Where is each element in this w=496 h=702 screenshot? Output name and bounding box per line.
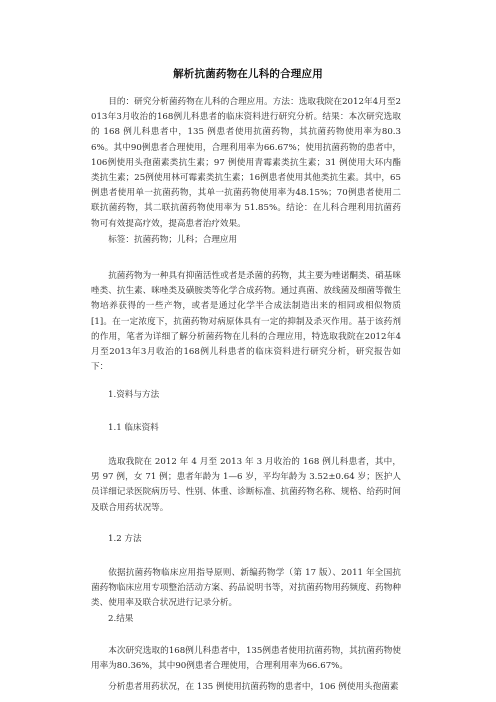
section-1-2-heading: 1.2 方法 (108, 534, 142, 544)
section-1-1-paragraph: 选取我院在 2012 年 4 月至 2013 年 3 月收治的 168 例儿科患者，其中，男 97 例，女 71 例；患者年龄为 1—6 岁，平均年龄为 3.52±0.64 岁；医护人员详细记录医院病历号、性别、体重、诊断标准、抗菌药物名称、规格、给药时间及联合用药状况等。 (91, 457, 401, 513)
intro-paragraph: 抗菌药物为一种具有抑菌活性或者是杀菌的药物，其主要为唑诺酮类、硝基咪唑类、抗生素、咪唑类及磺胺类等化学合成药物。通过真菌、放线菌及细菌等微生物培养获得的一些产物，或者是通过化学半合成法制造出来的相同或相似物质[1]。在一定浓度下，抗菌药物对病原体具有一定的抑制及杀灭作用。基于该药剂的作用，笔者为详细了解分析菌药物在儿科的合理应用，特选取我院在2012年4月至2013年3月收治的168例儿科患者的临床资料进行研究分析，研究报告如下： (91, 271, 401, 373)
abstract-paragraph: 目的：研究分析菌药物在儿科的合理应用。方法：选取我院在2012年4月至2013年3月收治的168例儿科患者的临床资料进行研究分析。结果：本次研究选取的 168 例儿科患者中，135 例患者使用抗菌药物，其抗菌药物使用率为80.36%。其中90例患者合理使用，合理利用率为66.67%；使用抗菌药物的患者中，106例使用头孢菌素类抗生素；97 例使用青霉素类抗生素；31 例使用大环内酯类抗生素；25例使用林可霉素类抗生素；16例患者使用其他类抗生素。其中，65例患者使用单一抗菌药物，其单一抗菌药物使用率为48.15%；70例患者使用二联抗菌药物，其二联抗菌药物使用率为 51.85%。结论：在儿科合理利用抗菌药物可有效提高疗效，提高患者治疗效果。 (91, 97, 401, 229)
section-1-1-heading: 1.1 临床资料 (108, 423, 159, 433)
keywords-line: 标签：抗菌药物；儿科；合理应用 (108, 235, 238, 245)
document-title: 解析抗菌药物在儿科的合理应用 (173, 68, 323, 80)
section-2-paragraph: 本次研究选取的168例儿科患者中，135例患者使用抗菌药物，其抗菌药物使用率为80.36%，其中90例患者合理使用，合理利用率为66.67%。 (91, 646, 401, 672)
section-2-heading: 2.结果 (108, 614, 134, 624)
section-1-2-paragraph: 依据抗菌药物临床应用指导原则、新编药物学（第 17 版）、2011 年全国抗菌药物临床应用专项整治活动方案、药品说明书等，对抗菌药物用药频度、药物种类、使用率及联合状况进行记录分析。 (91, 568, 401, 609)
section-1-heading: 1.资料与方法 (108, 390, 160, 400)
section-2-paragraph-2: 分析患者用药状况，在 135 例使用抗菌药物的患者中，106 例使用头孢菌素 (108, 682, 399, 692)
